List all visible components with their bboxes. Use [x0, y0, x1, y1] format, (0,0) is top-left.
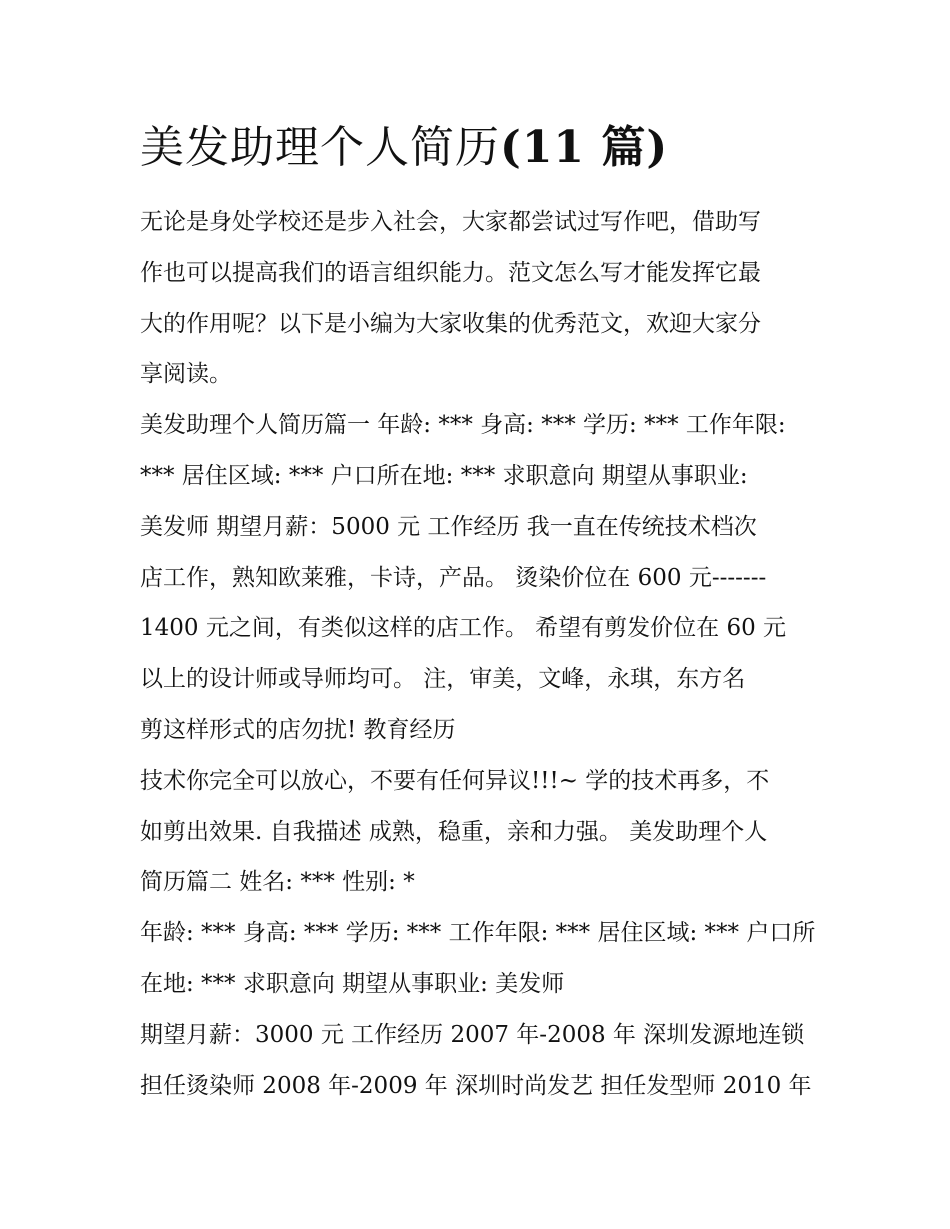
body-line: *** 居住区域: *** 户口所在地: *** 求职意向 期望从事职业:	[140, 462, 748, 489]
body-line: 美发师 期望月薪：5000 元 工作经历 我一直在传统技术档次	[140, 513, 757, 540]
title-main: 美发助理个人简历	[140, 122, 500, 173]
body-line: 作也可以提高我们的语言组织能力。范文怎么写才能发挥它最	[140, 259, 761, 286]
body-line: 担任烫染师 2008 年-2009 年 深圳时尚发艺 担任发型师 2010 年	[140, 1072, 812, 1099]
body-line: 剪这样形式的店勿扰! 教育经历	[140, 716, 456, 743]
body-line: 大的作用呢？以下是小编为大家收集的优秀范文，欢迎大家分	[140, 310, 761, 337]
body-line: 年龄: *** 身高: *** 学历: *** 工作年限: *** 居住区域: *** 户口所	[140, 920, 816, 947]
body-line: 简历篇二 姓名: *** 性别: *	[140, 869, 415, 896]
body-line: 在地: *** 求职意向 期望从事职业: 美发师	[140, 970, 565, 997]
body-line: 享阅读。	[140, 361, 232, 388]
document-body	[140, 197, 820, 1111]
body-line: 美发助理个人简历篇一 年龄: *** 身高: *** 学历: *** 工作年限:	[140, 412, 786, 439]
body-line: 如剪出效果. 自我描述 成熟，稳重，亲和力强。 美发助理个人	[140, 818, 768, 845]
body-line: 以上的设计师或导师均可。 注，审美，文峰，永琪，东方名	[140, 666, 746, 693]
title-count: (11 篇)	[500, 122, 669, 173]
body-line: 店工作，熟知欧莱雅，卡诗，产品。 烫染价位在 600 元-------	[140, 564, 767, 591]
body-line: 1400 元之间，有类似这样的店工作。 希望有剪发价位在 60 元	[140, 615, 787, 642]
body-line: 期望月薪：3000 元 工作经历 2007 年-2008 年 深圳发源地连锁	[140, 1021, 805, 1048]
document-title	[140, 118, 668, 178]
body-line: 无论是身处学校还是步入社会，大家都尝试过写作吧，借助写	[140, 209, 761, 235]
body-line: 技术你完全可以放心，不要有任何异议!!!~ 学的技术再多，不	[140, 767, 770, 794]
